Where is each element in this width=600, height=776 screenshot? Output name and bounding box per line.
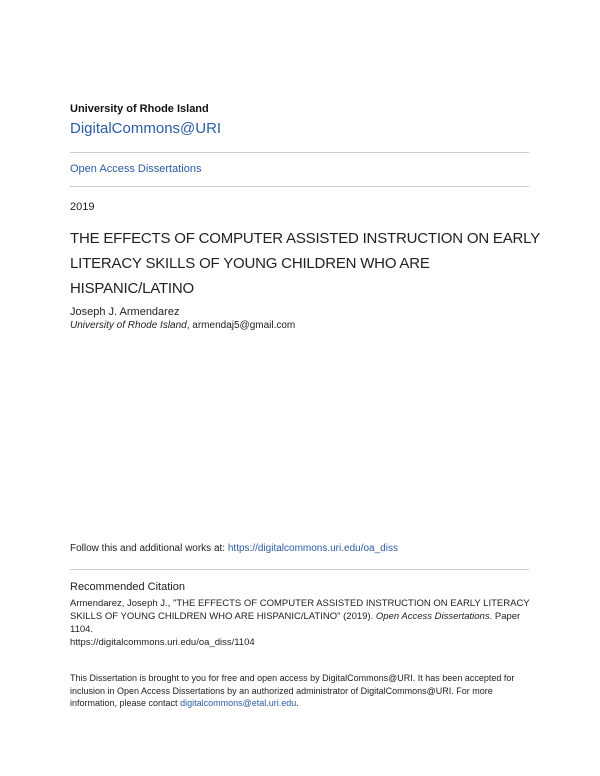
repository-link[interactable]: DigitalCommons@URI [70,120,222,137]
divider [70,152,529,153]
divider [70,186,529,187]
affiliation-institution: University of Rhode Island [70,320,187,331]
citation-series: Open Access Dissertations [375,611,490,622]
citation-paper: . Paper 1104. [70,611,521,635]
author-affiliation [70,320,295,331]
notice-end: . [296,698,299,708]
citation-text [70,597,530,649]
access-notice [70,672,532,710]
citation-main: Armendarez, Joseph J., "THE EFFECTS OF COMPUTER ASSISTED INSTRUCTION ON EARLY LITERACY SKILLS OF YOUNG CHILDREN WHO ARE HISPANIC/LATINO" (2019). [70,598,530,622]
institution-name: University of Rhode Island [70,103,209,115]
citation-heading: Recommended Citation [70,581,185,593]
publication-year: 2019 [70,201,95,213]
series-link[interactable]: Open Access Dissertations [70,163,202,175]
author-name: Joseph J. Armendarez [70,306,180,318]
collection-link[interactable]: https://digitalcommons.uri.edu/oa_diss [227,543,398,554]
contact-email-link[interactable]: digitalcommons@etal.uri.edu [180,698,297,708]
citation-url[interactable]: https://digitalcommons.uri.edu/oa_diss/1104 [70,637,255,648]
follow-text: Follow this and additional works at: [70,543,228,554]
author-email: , armendaj5@gmail.com [186,320,296,331]
notice-text: This Dissertation is brought to you for free and open access by DigitalCommons@URI. It has been accepted for inclusion in Open Access Dissertations by an authorized administrator of DigitalCommons@URI. For more information, please contact [70,673,515,708]
follow-line [70,543,398,554]
divider [70,569,529,570]
document-title: THE EFFECTS OF COMPUTER ASSISTED INSTRUCTION ON EARLY LITERACY SKILLS OF YOUNG CHILDREN WHO ARE HISPANIC/LATINO [70,230,540,297]
